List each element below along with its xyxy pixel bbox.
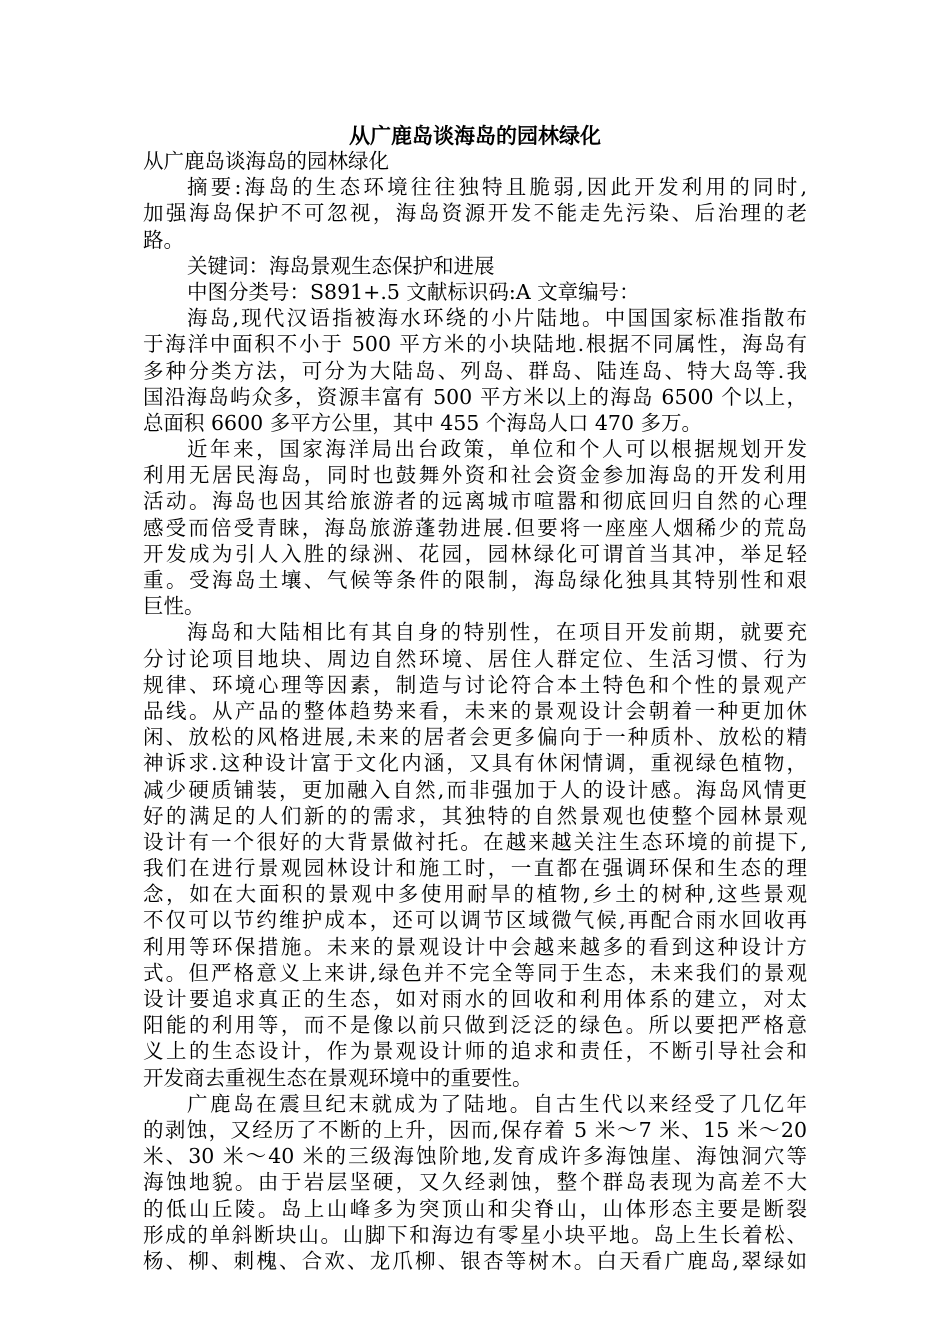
text-line: 好的满足的人们新的的需求，其独特的自然景观也使整个园林景观 <box>143 803 807 828</box>
text-line: 重。受海岛土壤、气候等条件的限制，海岛绿化独具其特别性和艰 <box>143 568 807 592</box>
text-line: 的剥蚀，又经历了不断的上升，因而,保存着 5 米～7 米、15 米～20 <box>143 1117 807 1142</box>
text-line: 式。但严格意义上来讲,绿色并不完全等同于生态，未来我们的景观 <box>143 960 807 985</box>
text-line: 开发成为引人入胜的绿洲、花园，园林绿化可谓首当其冲，举足轻 <box>143 541 807 566</box>
text-line: 减少硬质铺装，更加融入自然,而非强加于人的设计感。海岛风情更 <box>143 777 807 802</box>
text-line: 品线。从产品的整体趋势来看，未来的景观设计会朝着一种更加休 <box>143 698 807 723</box>
document-title: 从广鹿岛谈海岛的园林绿化 <box>349 124 601 148</box>
text-line: 路。 <box>143 227 184 252</box>
text-line: 总面积 6600 多平方公里，其中 455 个海岛人口 470 多万。 <box>143 410 703 435</box>
text-line: 海蚀地貌。由于岩层坚硬，又久经剥蚀，整个群岛表现为高差不大 <box>143 1170 807 1195</box>
text-line: 感受而倍受青睐，海岛旅游蓬勃进展.但要将一座座人烟稀少的荒岛 <box>143 515 807 540</box>
text-line: 杨、柳、刺槐、合欢、龙爪柳、银杏等树木。白天看广鹿岛,翠绿如 <box>143 1248 807 1273</box>
text-line: 活动。海岛也因其给旅游者的远离城市喧嚣和彻底回归自然的心理 <box>143 489 807 514</box>
text-line: 加强海岛保护不可忽视，海岛资源开发不能走先污染、后治理的老 <box>143 201 807 226</box>
text-line: 关键词：海岛景观生态保护和进展 <box>187 253 495 278</box>
text-line: 的低山丘陵。岛上山峰多为突顶山和尖脊山，山体形态主要是断裂 <box>143 1196 807 1221</box>
text-line: 分讨论项目地块、周边自然环境、居住人群定位、生活习惯、行为 <box>143 646 807 671</box>
text-line: 巨性。 <box>143 594 205 619</box>
text-line: 开发商去重视生态在景观环境中的重要性。 <box>143 1065 533 1090</box>
text-line: 中图分类号：S891+.5 文献标识码:A 文章编号： <box>187 279 640 304</box>
text-line: 闲、放松的风格进展,未来的居者会更多偏向于一种质朴、放松的精 <box>143 725 807 750</box>
text-line: 形成的单斜断块山。山脚下和海边有零星小块平地。岛上生长着松、 <box>143 1222 807 1247</box>
text-line: 海岛,现代汉语指被海水环绕的小片陆地。中国国家标准指散布 <box>187 306 807 331</box>
text-line: 利用等环保措施。未来的景观设计中会越来越多的看到这种设计方 <box>143 934 807 959</box>
text-line: 义上的生态设计，作为景观设计师的追求和责任，不断引导社会和 <box>143 1039 807 1064</box>
text-line: 近年来，国家海洋局出台政策，单位和个人可以根据规划开发 <box>187 437 807 462</box>
text-line: 从广鹿岛谈海岛的园林绿化 <box>143 149 389 173</box>
text-line: 利用无居民海岛，同时也鼓舞外资和社会资金参加海岛的开发利用 <box>143 463 807 488</box>
text-line: 摘要:海岛的生态环境往往独特且脆弱,因此开发利用的同时, <box>187 175 807 200</box>
text-line: 设计有一个很好的大背景做衬托。在越来越关注生态环境的前提下, <box>143 829 807 854</box>
text-line: 于海洋中面积不小于 500 平方米的小块陆地.根据不同属性，海岛有 <box>143 332 807 357</box>
text-line: 设计要追求真正的生态，如对雨水的回收和利用体系的建立，对太 <box>143 987 807 1011</box>
text-line: 我们在进行景观园林设计和施工时，一直都在强调环保和生态的理 <box>143 856 807 881</box>
text-line: 规律、环境心理等因素，制造与讨论符合本土特色和个性的景观产 <box>143 672 807 697</box>
text-line: 米、30 米～40 米的三级海蚀阶地,发育成许多海蚀崖、海蚀洞穴等 <box>143 1144 807 1169</box>
text-line: 不仅可以节约维护成本，还可以调节区域微气候,再配合雨水回收再 <box>143 908 807 933</box>
text-line: 神诉求.这种设计富于文化内涵，又具有休闲情调，重视绿色植物， <box>143 751 807 776</box>
text-line: 阳能的利用等，而不是像以前只做到泛泛的绿色。所以要把严格意 <box>143 1013 807 1038</box>
text-line: 广鹿岛在震旦纪末就成为了陆地。自古生代以来经受了几亿年 <box>187 1091 807 1116</box>
text-line: 海岛和大陆相比有其自身的特别性，在项目开发前期，就要充 <box>187 620 807 645</box>
text-line: 念，如在大面积的景观中多使用耐旱的植物,乡土的树种,这些景观 <box>143 882 807 907</box>
text-line: 多种分类方法，可分为大陆岛、列岛、群岛、陆连岛、特大岛等.我 <box>143 358 807 383</box>
document-body <box>143 148 807 1274</box>
text-line: 国沿海岛屿众多，资源丰富有 500 平方米以上的海岛 6500 个以上， <box>143 384 807 409</box>
